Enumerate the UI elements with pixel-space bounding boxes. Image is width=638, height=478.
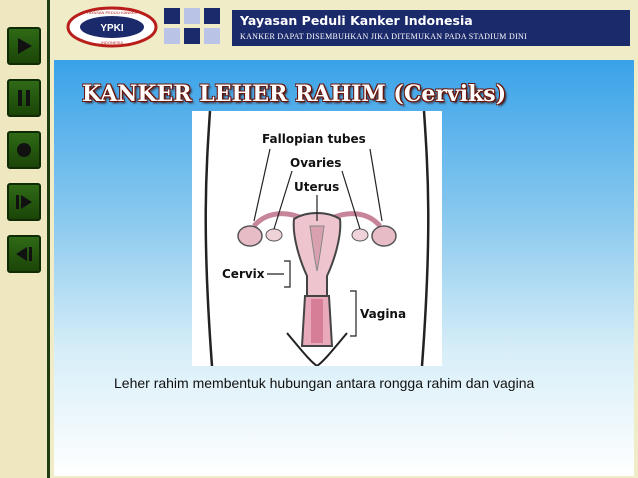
skip-end-icon — [13, 191, 35, 213]
cervix-anatomy-diagram — [192, 111, 442, 366]
first-slide-button[interactable] — [7, 235, 41, 273]
slide-navigation-sidebar — [0, 0, 50, 478]
play-icon — [13, 35, 35, 57]
decorative-squares — [162, 6, 234, 48]
ovaries-label: Ovaries — [290, 156, 342, 170]
svg-text:INDONESIA: INDONESIA — [100, 40, 124, 45]
next-slide-button[interactable] — [7, 27, 41, 65]
fallopian-tubes-label: Fallopian tubes — [262, 132, 366, 146]
uterus-label: Uterus — [294, 180, 340, 194]
slide-title: KANKER LEHER RAHIM (Cerviks) — [82, 81, 507, 107]
pause-button[interactable] — [7, 79, 41, 117]
svg-text:YAYASAN PEDULI KANKER: YAYASAN PEDULI KANKER — [86, 10, 138, 15]
stop-button[interactable] — [7, 131, 41, 169]
pause-icon — [13, 87, 35, 109]
organization-slogan: KANKER DAPAT DISEMBUHKAN JIKA DITEMUKAN PADA STADIUM DINI — [240, 32, 528, 41]
slide-caption: Leher rahim membentuk hubungan antara rongga rahim dan vagina — [114, 375, 535, 391]
record-icon — [13, 139, 35, 161]
skip-start-icon — [13, 243, 35, 265]
organization-name: Yayasan Peduli Kanker Indonesia — [240, 13, 473, 28]
slide-content — [54, 60, 634, 476]
vagina-label: Vagina — [360, 307, 407, 321]
svg-text:YPKI: YPKI — [100, 23, 124, 34]
ypki-logo — [66, 6, 158, 48]
last-slide-button[interactable] — [7, 183, 41, 221]
organization-banner — [232, 10, 630, 46]
cervix-label: Cervix — [222, 267, 265, 281]
